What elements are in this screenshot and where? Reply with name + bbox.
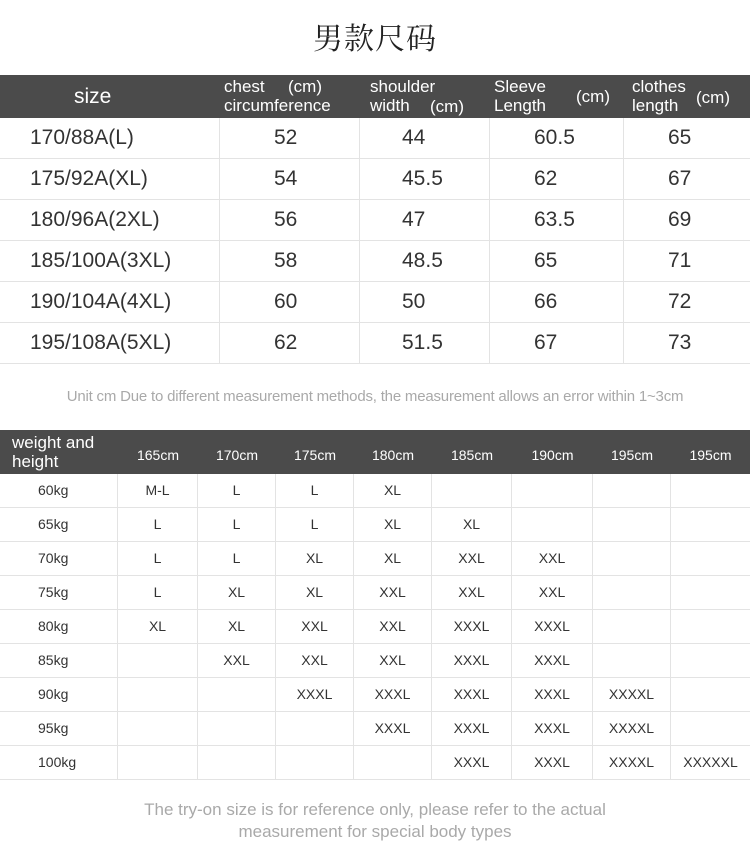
header-sleeve-bottom: Length: [494, 96, 546, 115]
cell-fit: XL: [198, 610, 276, 643]
cell-chest: 52: [220, 118, 360, 158]
cell-size: 185/100A(3XL): [0, 241, 220, 281]
header-height: 180cm: [371, 447, 415, 463]
reference-note: [0, 799, 750, 843]
cell-length: 71: [668, 249, 692, 272]
cell-shoulder: 50: [360, 282, 490, 322]
cell-fit: L: [118, 508, 198, 541]
table-row: [0, 712, 750, 746]
cell-fit: XXXL: [432, 610, 512, 643]
cell-fit: [118, 746, 198, 779]
header-sleeve-label: [494, 77, 546, 115]
cell-weight: 70kg: [0, 542, 118, 575]
header-chest-unit: (cm): [288, 77, 322, 96]
cell-size: 170/88A(L): [0, 118, 220, 158]
cell-fit: XXXL: [354, 678, 432, 711]
header-sleeve-top: Sleeve: [494, 77, 546, 96]
fit-table: [0, 430, 750, 780]
cell-fit: XL: [276, 542, 354, 575]
header-height: 195cm: [689, 447, 732, 463]
size-table-header: [0, 75, 750, 118]
table-row: [0, 542, 750, 576]
cell-fit: XXXXXL: [683, 754, 738, 770]
cell-length: 67: [668, 167, 692, 190]
cell-fit: XXXXL: [593, 678, 671, 711]
cell-sleeve: 67: [490, 323, 624, 363]
cell-weight: 65kg: [0, 508, 118, 541]
cell-chest: 54: [220, 159, 360, 199]
header-size-label: size: [74, 85, 112, 108]
cell-fit: XXXL: [432, 712, 512, 745]
table-row: [0, 508, 750, 542]
cell-fit: [671, 576, 750, 609]
cell-fit: L: [276, 474, 354, 507]
cell-fit: [593, 610, 671, 643]
header-height: 190cm: [531, 447, 574, 463]
cell-size: 190/104A(4XL): [0, 282, 220, 322]
cell-size: 175/92A(XL): [0, 159, 220, 199]
table-row: [0, 323, 750, 364]
cell-weight: 85kg: [0, 644, 118, 677]
cell-fit: [118, 644, 198, 677]
header-height: 185cm: [450, 447, 494, 463]
cell-fit: [671, 610, 750, 643]
size-measurement-table: [0, 75, 750, 364]
cell-fit: [354, 746, 432, 779]
fit-table-header: [0, 430, 750, 474]
cell-length: 72: [668, 290, 692, 313]
cell-fit: [276, 746, 354, 779]
cell-fit: XXL: [354, 610, 432, 643]
table-row: [0, 118, 750, 159]
header-shoulder: [360, 75, 490, 118]
cell-fit: XXL: [432, 542, 512, 575]
table-row: [0, 678, 750, 712]
table-row: [0, 159, 750, 200]
cell-fit: XXXL: [432, 644, 512, 677]
cell-fit: XXXXL: [593, 746, 671, 779]
cell-fit: XXL: [276, 610, 354, 643]
cell-fit: [671, 644, 750, 677]
cell-fit: XXXL: [512, 746, 593, 779]
cell-fit: [593, 576, 671, 609]
header-height: 165cm: [136, 447, 180, 463]
cell-chest: 58: [220, 241, 360, 281]
cell-fit: [512, 474, 593, 507]
cell-weight: 90kg: [0, 678, 118, 711]
cell-fit: XXL: [432, 576, 512, 609]
cell-sleeve: 62: [490, 159, 624, 199]
cell-size: 195/108A(5XL): [0, 323, 220, 363]
table-row: [0, 282, 750, 323]
cell-fit: XXXL: [512, 712, 593, 745]
cell-fit: L: [198, 508, 276, 541]
reference-note-line2: measurement for special body types: [238, 822, 512, 841]
table-row: [0, 644, 750, 678]
header-shoulder-label: [370, 77, 435, 115]
cell-fit: XXL: [512, 576, 593, 609]
measurement-note: Unit cm Due to different measurement methods, the measurement allows an error within 1~3cm: [66, 388, 684, 405]
cell-fit: [593, 542, 671, 575]
cell-fit: [593, 474, 671, 507]
reference-note-line1: The try-on size is for reference only, please refer to the actual: [144, 800, 606, 819]
cell-fit: XL: [432, 508, 512, 541]
cell-fit: [671, 474, 750, 507]
cell-fit: [198, 678, 276, 711]
cell-fit: [118, 678, 198, 711]
header-height: 195cm: [610, 447, 654, 463]
cell-fit: XXXXL: [593, 712, 671, 745]
cell-fit: XXXL: [432, 678, 512, 711]
cell-fit: XXL: [354, 644, 432, 677]
cell-chest: 56: [220, 200, 360, 240]
cell-fit: M-L: [118, 474, 198, 507]
header-sleeve: [490, 75, 624, 118]
cell-shoulder: 51.5: [360, 323, 490, 363]
cell-fit: XXXL: [276, 678, 354, 711]
header-shoulder-unit: (cm): [430, 97, 464, 116]
cell-shoulder: 45.5: [360, 159, 490, 199]
cell-weight: 75kg: [0, 576, 118, 609]
cell-sleeve: 65: [490, 241, 624, 281]
cell-sleeve: 63.5: [490, 200, 624, 240]
cell-fit: XXXL: [432, 746, 512, 779]
cell-fit: XXL: [198, 644, 276, 677]
cell-fit: XXL: [354, 576, 432, 609]
cell-sleeve: 60.5: [490, 118, 624, 158]
header-clothes-unit: (cm): [696, 88, 730, 107]
cell-weight: 95kg: [0, 712, 118, 745]
header-weight-height: [0, 430, 118, 474]
cell-fit: [118, 712, 198, 745]
header-sleeve-unit: (cm): [576, 87, 610, 106]
table-row: [0, 241, 750, 282]
cell-fit: XL: [354, 542, 432, 575]
header-clothes-length: [624, 75, 750, 118]
cell-shoulder: 44: [360, 118, 490, 158]
header-chest-top: chest: [224, 77, 265, 96]
table-row: [0, 576, 750, 610]
cell-fit: [671, 508, 750, 541]
cell-length: 69: [668, 208, 692, 231]
cell-fit: XXXL: [354, 712, 432, 745]
cell-fit: XL: [118, 610, 198, 643]
cell-size: 180/96A(2XL): [0, 200, 220, 240]
cell-fit: XXXL: [512, 678, 593, 711]
header-size: [0, 75, 220, 118]
cell-fit: [276, 712, 354, 745]
header-clothes-label: [632, 77, 686, 115]
header-chest-bottom: circumference: [224, 96, 331, 115]
cell-fit: XL: [354, 508, 432, 541]
cell-length: 73: [668, 331, 692, 354]
header-weight-height-top: weight and: [12, 433, 95, 452]
cell-fit: [432, 474, 512, 507]
cell-weight: 80kg: [0, 610, 118, 643]
cell-chest: 62: [220, 323, 360, 363]
header-shoulder-top: shoulder: [370, 77, 436, 96]
cell-fit: [198, 712, 276, 745]
cell-weight: 100kg: [0, 746, 118, 779]
cell-shoulder: 47: [360, 200, 490, 240]
cell-fit: [593, 644, 671, 677]
cell-fit: XXL: [512, 542, 593, 575]
header-shoulder-bottom: width: [370, 96, 410, 115]
cell-fit: L: [198, 542, 276, 575]
header-height: 170cm: [215, 447, 259, 463]
table-row: [0, 200, 750, 241]
table-row: [0, 746, 750, 780]
cell-chest: 60: [220, 282, 360, 322]
cell-fit: XL: [276, 576, 354, 609]
cell-fit: XXXL: [512, 610, 593, 643]
header-clothes-bottom: length: [632, 96, 679, 115]
header-clothes-top: clothes: [632, 77, 686, 96]
cell-fit: XXL: [276, 644, 354, 677]
cell-shoulder: 48.5: [360, 241, 490, 281]
cell-fit: XXXL: [512, 644, 593, 677]
header-height: 175cm: [293, 447, 337, 463]
table-row: [0, 474, 750, 508]
cell-weight: 60kg: [0, 474, 118, 507]
cell-sleeve: 66: [490, 282, 624, 322]
page-title: 男款尺码: [313, 22, 437, 57]
cell-fit: L: [118, 576, 198, 609]
fit-table-body: [0, 474, 750, 780]
cell-fit: [671, 712, 750, 745]
cell-fit: [512, 508, 593, 541]
header-weight-height-bottom: height: [12, 452, 59, 471]
cell-fit: [671, 678, 750, 711]
cell-fit: XL: [354, 474, 432, 507]
cell-fit: L: [118, 542, 198, 575]
cell-fit: L: [276, 508, 354, 541]
header-chest: [220, 75, 360, 118]
cell-length: 65: [668, 126, 692, 149]
cell-fit: XL: [198, 576, 276, 609]
cell-fit: [198, 746, 276, 779]
cell-fit: L: [198, 474, 276, 507]
cell-fit: [593, 508, 671, 541]
table-row: [0, 610, 750, 644]
cell-fit: [671, 542, 750, 575]
